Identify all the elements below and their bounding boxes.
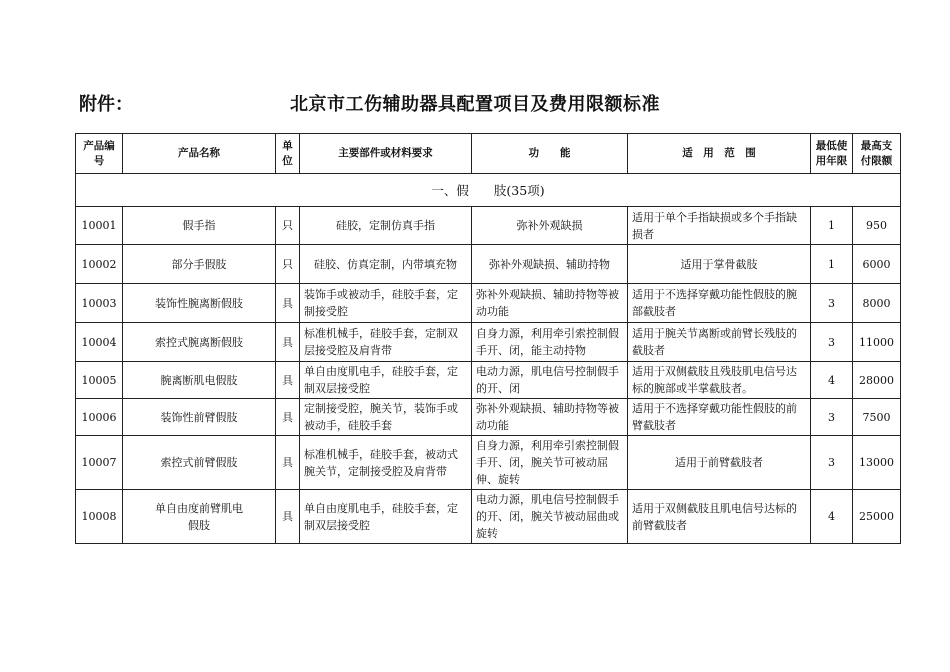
table-row bbox=[76, 436, 901, 490]
cell-materials: 硅胶，定制仿真手指 bbox=[300, 207, 472, 245]
cell-function: 电动力源，肌电信号控制假手的开、闭 bbox=[472, 362, 628, 399]
cell-limit: 8000 bbox=[853, 284, 901, 323]
cell-scope: 适用于双侧截肢且肌电信号达标的前臂截肢者 bbox=[628, 490, 811, 544]
header-name: 产品名称 bbox=[123, 134, 276, 174]
cell-years: 4 bbox=[811, 490, 853, 544]
cell-scope: 适用于腕关节离断或前臂长残肢的截肢者 bbox=[628, 323, 811, 362]
cell-code: 10008 bbox=[76, 490, 123, 544]
header-function: 功 能 bbox=[472, 134, 628, 174]
cell-years: 3 bbox=[811, 399, 853, 436]
cell-limit: 6000 bbox=[853, 245, 901, 284]
cell-code: 10005 bbox=[76, 362, 123, 399]
cell-function: 弥补外观缺损、辅助持物 bbox=[472, 245, 628, 284]
cell-limit: 13000 bbox=[853, 436, 901, 490]
cell-materials: 标准机械手，硅胶手套，被动式腕关节，定制接受腔及肩背带 bbox=[300, 436, 472, 490]
cell-code: 10007 bbox=[76, 436, 123, 490]
cell-function: 电动力源，肌电信号控制假手的开、闭，腕关节被动屈曲或旋转 bbox=[472, 490, 628, 544]
cell-name: 索控式腕离断假肢 bbox=[123, 323, 276, 362]
cell-limit: 25000 bbox=[853, 490, 901, 544]
cell-unit: 具 bbox=[276, 323, 300, 362]
header-max-pay: 最高支付限额 bbox=[853, 134, 901, 174]
table-header-row bbox=[76, 134, 901, 174]
cell-function: 自身力源，利用牵引索控制假手开、闭，能主动持物 bbox=[472, 323, 628, 362]
cell-function: 自身力源，利用牵引索控制假手开、闭，腕关节可被动屈伸、旋转 bbox=[472, 436, 628, 490]
cell-years: 3 bbox=[811, 323, 853, 362]
cell-limit: 28000 bbox=[853, 362, 901, 399]
cell-limit: 7500 bbox=[853, 399, 901, 436]
cell-function: 弥补外观缺损、辅助持物等被动功能 bbox=[472, 284, 628, 323]
attachment-label: 附件： bbox=[79, 94, 133, 115]
header-unit: 单位 bbox=[276, 134, 300, 174]
cell-name: 装饰性前臂假肢 bbox=[123, 399, 276, 436]
cell-materials: 单自由度肌电手，硅胶手套，定制双层接受腔 bbox=[300, 490, 472, 544]
table-row bbox=[76, 284, 901, 323]
cell-name: 部分手假肢 bbox=[123, 245, 276, 284]
cell-scope: 适用于不选择穿戴功能性假肢的前臂截肢者 bbox=[628, 399, 811, 436]
cell-years: 4 bbox=[811, 362, 853, 399]
cell-code: 10002 bbox=[76, 245, 123, 284]
cell-name: 索控式前臂假肢 bbox=[123, 436, 276, 490]
cell-name: 单自由度前臂肌电假肢 bbox=[123, 490, 276, 544]
cell-unit: 具 bbox=[276, 284, 300, 323]
cell-unit: 具 bbox=[276, 490, 300, 544]
cell-name: 装饰性腕离断假肢 bbox=[123, 284, 276, 323]
section-row bbox=[76, 174, 901, 207]
standards-table bbox=[75, 133, 901, 544]
table-row bbox=[76, 362, 901, 399]
section-title: 一、假 肢(35项) bbox=[76, 174, 901, 207]
cell-materials: 单自由度肌电手，硅胶手套，定制双层接受腔 bbox=[300, 362, 472, 399]
table-row bbox=[76, 399, 901, 436]
header-materials: 主要部件或材料要求 bbox=[300, 134, 472, 174]
cell-limit: 11000 bbox=[853, 323, 901, 362]
cell-function: 弥补外观缺损 bbox=[472, 207, 628, 245]
cell-unit: 具 bbox=[276, 436, 300, 490]
cell-limit: 950 bbox=[853, 207, 901, 245]
cell-unit: 只 bbox=[276, 245, 300, 284]
cell-name: 假手指 bbox=[123, 207, 276, 245]
cell-materials: 硅胶、仿真定制，内带填充物 bbox=[300, 245, 472, 284]
cell-materials: 定制接受腔，腕关节，装饰手或被动手，硅胶手套 bbox=[300, 399, 472, 436]
table-row bbox=[76, 245, 901, 284]
cell-years: 1 bbox=[811, 207, 853, 245]
cell-unit: 具 bbox=[276, 399, 300, 436]
table-row bbox=[76, 490, 901, 544]
header-code: 产品编号 bbox=[76, 134, 123, 174]
cell-unit: 只 bbox=[276, 207, 300, 245]
cell-scope: 适用于单个手指缺损或多个手指缺损者 bbox=[628, 207, 811, 245]
cell-years: 1 bbox=[811, 245, 853, 284]
header-scope: 适 用 范 围 bbox=[628, 134, 811, 174]
cell-unit: 具 bbox=[276, 362, 300, 399]
cell-function: 弥补外观缺损、辅助持物等被动功能 bbox=[472, 399, 628, 436]
cell-materials: 标准机械手，硅胶手套，定制双层接受腔及肩背带 bbox=[300, 323, 472, 362]
cell-code: 10004 bbox=[76, 323, 123, 362]
cell-scope: 适用于不选择穿戴功能性假肢的腕部截肢者 bbox=[628, 284, 811, 323]
cell-code: 10003 bbox=[76, 284, 123, 323]
table-row bbox=[76, 207, 901, 245]
cell-years: 3 bbox=[811, 284, 853, 323]
cell-code: 10001 bbox=[76, 207, 123, 245]
cell-scope: 适用于前臂截肢者 bbox=[628, 436, 811, 490]
cell-materials: 装饰手或被动手，硅胶手套，定制接受腔 bbox=[300, 284, 472, 323]
header-min-years: 最低使用年限 bbox=[811, 134, 853, 174]
cell-code: 10006 bbox=[76, 399, 123, 436]
cell-scope: 适用于掌骨截肢 bbox=[628, 245, 811, 284]
cell-years: 3 bbox=[811, 436, 853, 490]
cell-scope: 适用于双侧截肢且残肢肌电信号达标的腕部或半掌截肢者。 bbox=[628, 362, 811, 399]
document-title: 北京市工伤辅助器具配置项目及费用限额标准 bbox=[290, 94, 660, 115]
cell-name: 腕离断肌电假肢 bbox=[123, 362, 276, 399]
table-row bbox=[76, 323, 901, 362]
